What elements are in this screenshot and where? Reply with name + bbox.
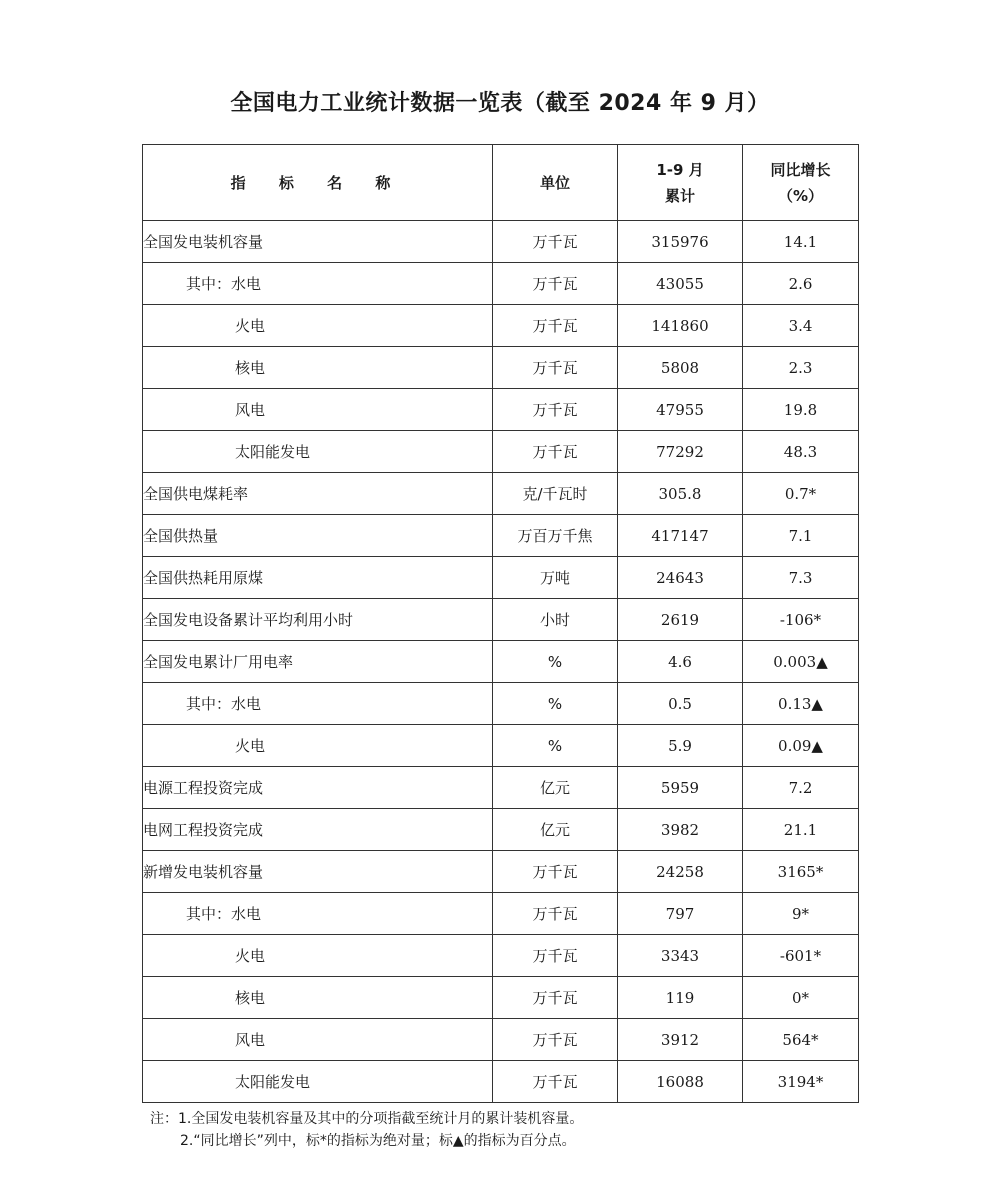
indicator-name-cell: 其中：水电 [143, 893, 493, 935]
header-indicator-name: 指 标 名 称 [143, 145, 493, 221]
cumulative-value-cell: 5.9 [618, 725, 743, 767]
indicator-name-cell: 全国供电煤耗率 [143, 473, 493, 515]
yoy-growth-cell: 7.2 [743, 767, 859, 809]
yoy-growth-cell: 9* [743, 893, 859, 935]
cumulative-value-cell: 77292 [618, 431, 743, 473]
yoy-growth-cell: 21.1 [743, 809, 859, 851]
unit-cell: % [493, 641, 618, 683]
cumulative-value-cell: 5808 [618, 347, 743, 389]
unit-cell: 亿元 [493, 809, 618, 851]
yoy-growth-cell: 14.1 [743, 221, 859, 263]
header-unit: 单位 [493, 145, 618, 221]
indicator-name-cell: 电网工程投资完成 [143, 809, 493, 851]
unit-cell: 小时 [493, 599, 618, 641]
table-row [143, 809, 859, 851]
yoy-growth-cell: 2.6 [743, 263, 859, 305]
unit-cell: 万千瓦 [493, 263, 618, 305]
yoy-growth-cell: 19.8 [743, 389, 859, 431]
yoy-growth-cell: 0.13▲ [743, 683, 859, 725]
indicator-name-cell: 火电 [143, 725, 493, 767]
table-row [143, 347, 859, 389]
indicator-name-cell: 核电 [143, 347, 493, 389]
header-yoy-line2: （%） [777, 186, 824, 205]
indicator-name-cell: 新增发电装机容量 [143, 851, 493, 893]
cumulative-value-cell: 315976 [618, 221, 743, 263]
yoy-growth-cell: -106* [743, 599, 859, 641]
table-row [143, 557, 859, 599]
indicator-name-cell: 其中：水电 [143, 683, 493, 725]
header-cumulative-line1: 1-9 月 [656, 160, 704, 179]
yoy-growth-cell: 7.3 [743, 557, 859, 599]
indicator-name-cell: 全国发电设备累计平均利用小时 [143, 599, 493, 641]
unit-cell: 万千瓦 [493, 851, 618, 893]
indicator-name-cell: 太阳能发电 [143, 431, 493, 473]
unit-cell: % [493, 683, 618, 725]
cumulative-value-cell: 4.6 [618, 641, 743, 683]
indicator-name-cell: 火电 [143, 305, 493, 347]
unit-cell: 万千瓦 [493, 389, 618, 431]
yoy-growth-cell: -601* [743, 935, 859, 977]
table-row [143, 389, 859, 431]
table-row [143, 431, 859, 473]
unit-cell: 万千瓦 [493, 893, 618, 935]
table-row [143, 599, 859, 641]
yoy-growth-cell: 2.3 [743, 347, 859, 389]
table-row [143, 851, 859, 893]
cumulative-value-cell: 3982 [618, 809, 743, 851]
cumulative-value-cell: 5959 [618, 767, 743, 809]
cumulative-value-cell: 43055 [618, 263, 743, 305]
header-cumulative-line2: 累计 [664, 186, 695, 205]
indicator-name-cell: 全国供热耗用原煤 [143, 557, 493, 599]
unit-cell: 万千瓦 [493, 1061, 618, 1103]
yoy-growth-cell: 48.3 [743, 431, 859, 473]
unit-cell: 万千瓦 [493, 935, 618, 977]
yoy-growth-cell: 3194* [743, 1061, 859, 1103]
unit-cell: 万千瓦 [493, 305, 618, 347]
table-row [143, 305, 859, 347]
table-row [143, 935, 859, 977]
table-row [143, 893, 859, 935]
indicator-name-cell: 风电 [143, 1019, 493, 1061]
unit-cell: 亿元 [493, 767, 618, 809]
yoy-growth-cell: 0.7* [743, 473, 859, 515]
cumulative-value-cell: 141860 [618, 305, 743, 347]
cumulative-value-cell: 3343 [618, 935, 743, 977]
cumulative-value-cell: 797 [618, 893, 743, 935]
table-row [143, 515, 859, 557]
cumulative-value-cell: 2619 [618, 599, 743, 641]
indicator-name-cell: 风电 [143, 389, 493, 431]
table-row [143, 263, 859, 305]
yoy-growth-cell: 564* [743, 1019, 859, 1061]
page-title: 全国电力工业统计数据一览表（截至 2024 年 9 月） [230, 91, 770, 116]
header-yoy-line1: 同比增长 [770, 160, 831, 179]
unit-cell: 克/千瓦时 [493, 473, 618, 515]
indicator-name-cell: 太阳能发电 [143, 1061, 493, 1103]
yoy-growth-cell: 3.4 [743, 305, 859, 347]
cumulative-value-cell: 47955 [618, 389, 743, 431]
yoy-growth-cell: 0.09▲ [743, 725, 859, 767]
unit-cell: 万百万千焦 [493, 515, 618, 557]
table-row [143, 221, 859, 263]
table-row [143, 641, 859, 683]
unit-cell: 万千瓦 [493, 1019, 618, 1061]
cumulative-value-cell: 24258 [618, 851, 743, 893]
table-row [143, 977, 859, 1019]
cumulative-value-cell: 417147 [618, 515, 743, 557]
table-row [143, 473, 859, 515]
indicator-name-cell: 核电 [143, 977, 493, 1019]
cumulative-value-cell: 16088 [618, 1061, 743, 1103]
indicator-name-cell: 火电 [143, 935, 493, 977]
unit-cell: % [493, 725, 618, 767]
statistics-table [142, 144, 859, 1103]
unit-cell: 万千瓦 [493, 221, 618, 263]
table-row [143, 725, 859, 767]
table-row [143, 1061, 859, 1103]
indicator-name-cell: 全国供热量 [143, 515, 493, 557]
footnote-1: 注：1.全国发电装机容量及其中的分项指截至统计月的累计装机容量。 [150, 1111, 584, 1127]
header-cumulative [618, 145, 743, 221]
yoy-growth-cell: 0.003▲ [743, 641, 859, 683]
indicator-name-cell: 电源工程投资完成 [143, 767, 493, 809]
cumulative-value-cell: 119 [618, 977, 743, 1019]
unit-cell: 万千瓦 [493, 977, 618, 1019]
unit-cell: 万千瓦 [493, 347, 618, 389]
unit-cell: 万吨 [493, 557, 618, 599]
table-header-row [143, 145, 859, 221]
cumulative-value-cell: 24643 [618, 557, 743, 599]
table-row [143, 767, 859, 809]
unit-cell: 万千瓦 [493, 431, 618, 473]
cumulative-value-cell: 0.5 [618, 683, 743, 725]
table-body [143, 221, 859, 1103]
yoy-growth-cell: 3165* [743, 851, 859, 893]
header-yoy-growth [743, 145, 859, 221]
table-row [143, 683, 859, 725]
indicator-name-cell: 全国发电累计厂用电率 [143, 641, 493, 683]
cumulative-value-cell: 305.8 [618, 473, 743, 515]
table-row [143, 1019, 859, 1061]
cumulative-value-cell: 3912 [618, 1019, 743, 1061]
footnotes [150, 1108, 583, 1152]
yoy-growth-cell: 0* [743, 977, 859, 1019]
yoy-growth-cell: 7.1 [743, 515, 859, 557]
footnote-2: 2.“同比增长”列中，标*的指标为绝对量；标▲的指标为百分点。 [180, 1133, 576, 1149]
indicator-name-cell: 其中：水电 [143, 263, 493, 305]
indicator-name-cell: 全国发电装机容量 [143, 221, 493, 263]
